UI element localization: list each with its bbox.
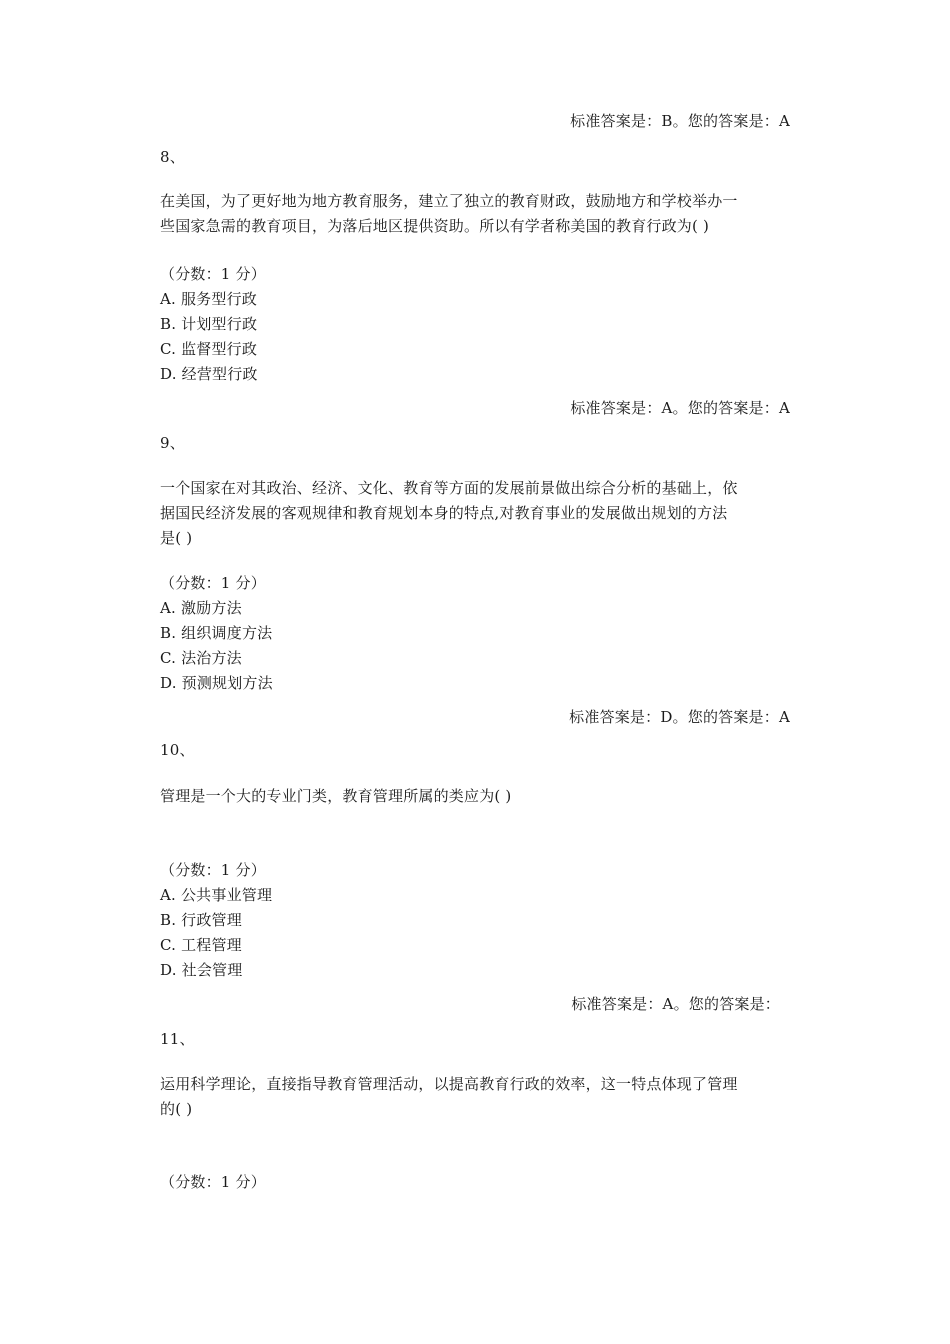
question-stem-10-line-1: 管理是一个大的专业门类，教育管理所属的类应为( ) — [160, 787, 512, 805]
question-8-option-d: D. 经营型行政 — [160, 365, 258, 383]
question-10-option-b: B. 行政管理 — [160, 911, 242, 929]
question-8-option-a: A. 服务型行政 — [160, 290, 257, 308]
question-stem-9-line-2: 据国民经济发展的客观规律和教育规划本身的特点,对教育事业的发展做出规划的方法 — [160, 504, 728, 522]
question-score-8: （分数：1 分） — [160, 265, 266, 283]
question-score-9: （分数：1 分） — [160, 574, 266, 592]
question-9-option-a: A. 激励方法 — [160, 599, 242, 617]
answer-line-9: 标准答案是：D。您的答案是：A — [569, 708, 790, 726]
question-10-option-c: C. 工程管理 — [160, 936, 242, 954]
question-score-10: （分数：1 分） — [160, 861, 266, 879]
question-stem-11-line-1: 运用科学理论，直接指导教育管理活动，以提高教育行政的效率，这一特点体现了管理 — [160, 1075, 738, 1093]
question-stem-11-line-2: 的( ) — [160, 1100, 193, 1118]
question-10-option-a: A. 公共事业管理 — [160, 886, 273, 904]
question-number-10: 10、 — [160, 741, 195, 759]
question-10-option-d: D. 社会管理 — [160, 961, 243, 979]
answer-line-8: 标准答案是：A。您的答案是：A — [570, 399, 790, 417]
question-8-option-b: B. 计划型行政 — [160, 315, 258, 333]
question-number-8: 8、 — [160, 148, 185, 166]
question-stem-9-line-3: 是( ) — [160, 529, 193, 547]
answer-line-10: 标准答案是：A。您的答案是： — [571, 995, 780, 1013]
question-8-option-c: C. 监督型行政 — [160, 340, 258, 358]
question-score-11: （分数：1 分） — [160, 1173, 266, 1191]
question-stem-9-line-1: 一个国家在对其政治、经济、文化、教育等方面的发展前景做出综合分析的基础上，依 — [160, 479, 738, 497]
question-9-option-d: D. 预测规划方法 — [160, 674, 273, 692]
question-stem-8-line-1: 在美国，为了更好地为地方教育服务，建立了独立的教育财政，鼓励地方和学校举办一 — [160, 192, 738, 210]
answer-line-prev: 标准答案是：B。您的答案是：A — [570, 112, 790, 130]
question-stem-8-line-2: 些国家急需的教育项目，为落后地区提供资助。所以有学者称美国的教育行政为( ) — [160, 217, 710, 235]
question-number-9: 9、 — [160, 434, 185, 452]
question-number-11: 11、 — [160, 1030, 195, 1048]
question-9-option-c: C. 法治方法 — [160, 649, 242, 667]
question-9-option-b: B. 组织调度方法 — [160, 624, 273, 642]
